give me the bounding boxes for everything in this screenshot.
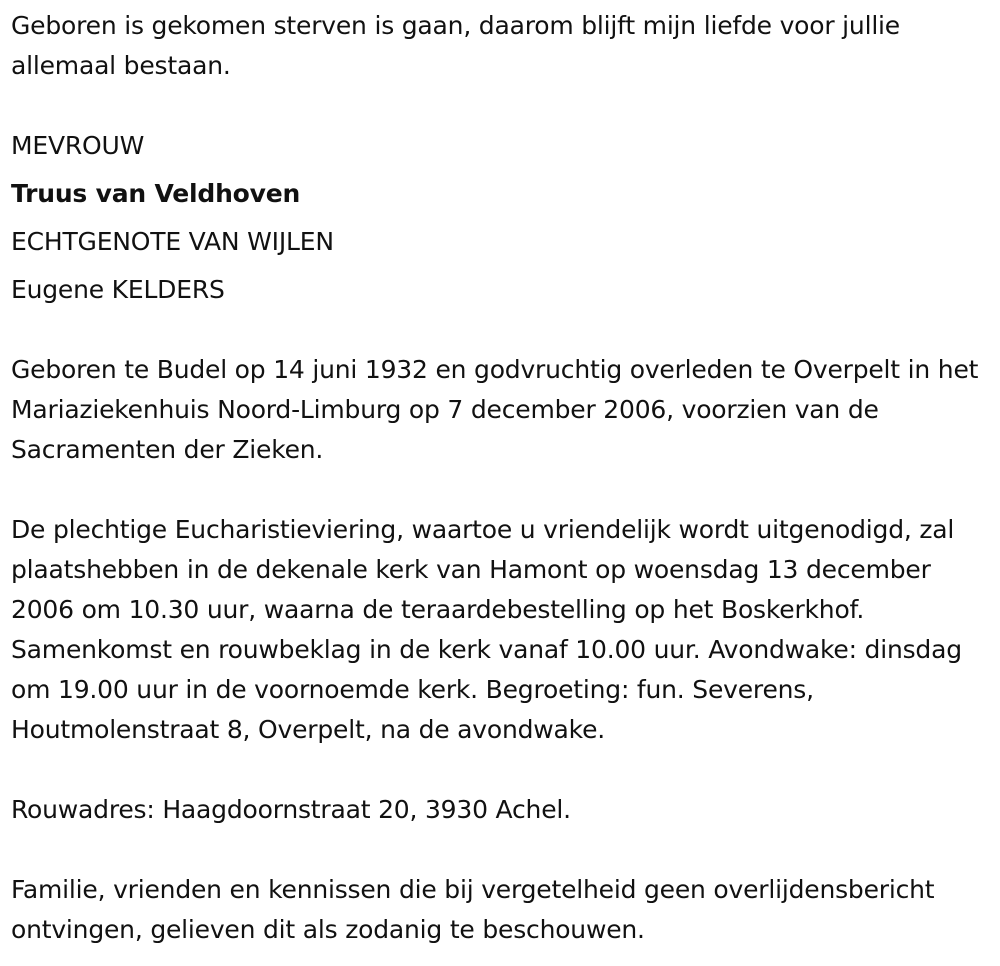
family-notice: Familie, vrienden en kennissen die bij vergetelheid geen overlijdensbericht ontvingen, gelieven dit als zodanig te beschouwen. <box>11 875 935 944</box>
spouse-name: Eugene KELDERS <box>11 275 225 304</box>
deceased-name: Truus van Veldhoven <box>11 179 301 208</box>
birth-death-paragraph: Geboren te Budel op 14 juni 1932 en godvruchtig overleden te Overpelt in het Mariaziekenhuis Noord-Limburg op 7 december 2006, voorzien van de Sacramenten der Zieken. <box>11 355 979 464</box>
deceased-title: MEVROUW <box>11 131 145 160</box>
mourning-address: Rouwadres: Haagdoornstraat 20, 3930 Achel. <box>11 795 571 824</box>
intro-verse: Geboren is gekomen sterven is gaan, daarom blijft mijn liefde voor jullie allemaal bestaan. <box>11 11 900 80</box>
ceremony-paragraph: De plechtige Eucharistieviering, waartoe u vriendelijk wordt uitgenodigd, zal plaatshebben in de dekenale kerk van Hamont op woensdag 13 december 2006 om 10.30 uur, waarna de teraardebestelling op het Boskerkhof. Samenkomst en rouwbeklag in de kerk vanaf 10.00 uur. Avondwake: dinsdag om 19.00 uur in de voornoemde kerk. Begroeting: fun. Severens, Houtmolenstraat 8, Overpelt, na de avondwake. <box>11 515 962 744</box>
spouse-label: ECHTGENOTE VAN WIJLEN <box>11 227 334 256</box>
